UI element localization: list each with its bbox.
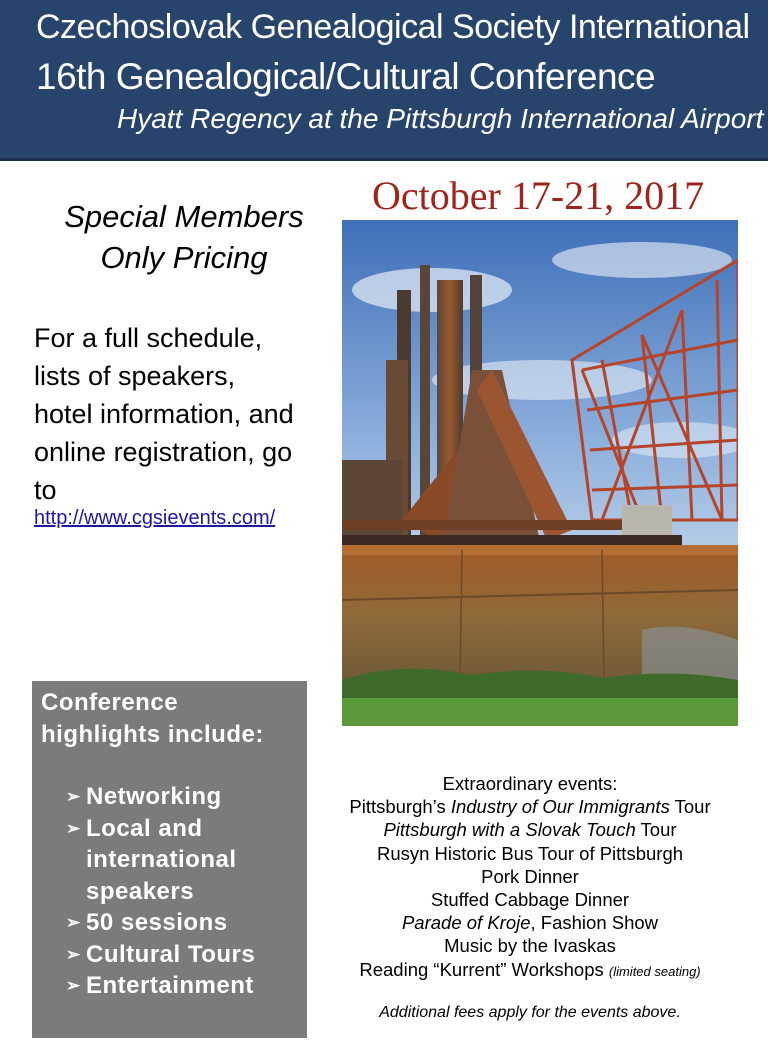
list-item-label: 50 sessions: [86, 909, 228, 936]
venue: Hyatt Regency at the Pittsburgh International Airport: [117, 103, 764, 134]
event-item: Rusyn Historic Bus Tour of Pittsburgh: [376, 842, 684, 864]
info-line: lists of speakers,: [34, 361, 236, 391]
event-text: , Fashion Show: [530, 912, 659, 934]
info-line: online registration, go: [34, 437, 293, 467]
event-text: Reading “Kurrent” Workshops: [359, 958, 609, 980]
event-title: Pittsburgh with a Slovak Touch: [383, 819, 636, 841]
list-item: [66, 970, 255, 1002]
list-item-label: Networking: [86, 783, 222, 810]
event-item: [318, 958, 742, 983]
event-item: Stuffed Cabbage Dinner: [430, 889, 630, 911]
schedule-info: [34, 319, 334, 509]
list-item-label: Local and: [86, 814, 203, 842]
list-item: [66, 939, 255, 971]
arrow-bullet-icon: ➢: [66, 913, 81, 932]
list-item-label: speakers: [86, 877, 195, 905]
arrow-bullet-icon: ➢: [66, 944, 81, 964]
event-item: [318, 818, 742, 841]
event-title: Parade of Kroje: [401, 912, 531, 934]
extraordinary-events: [318, 772, 742, 983]
event-title: Industry of Our Immigrants: [450, 796, 670, 818]
info-line: For a full schedule,: [34, 323, 263, 353]
list-item-label: Cultural Tours: [86, 940, 256, 968]
conference-dates: October 17-21, 2017: [372, 173, 705, 218]
arrow-bullet-icon: ➢: [66, 818, 81, 838]
highlights-title-line: Conference: [41, 689, 179, 716]
pricing-line: Only Pricing: [100, 240, 268, 275]
event-note: (limited seating): [608, 963, 701, 979]
event-text: Pittsburgh’s: [349, 796, 451, 818]
event-text: Tour: [635, 819, 677, 841]
event-item: [318, 911, 742, 934]
highlights-box: [32, 681, 307, 1038]
fees-note: Additional fees apply for the events above.: [379, 1004, 681, 1021]
arrow-bullet-icon: ➢: [66, 787, 81, 806]
list-item: [66, 813, 255, 908]
special-pricing: [34, 196, 334, 278]
steel-mill-photo: [342, 220, 738, 726]
info-line: to: [34, 475, 57, 505]
society-name: Czechoslovak Genealogical Society International: [36, 8, 750, 46]
list-item-label: international: [86, 846, 237, 873]
event-item: Music by the Ivaskas: [444, 935, 616, 957]
list-item-label: Entertainment: [86, 972, 254, 999]
events-website-link[interactable]: http://www.cgsievents.com/: [34, 507, 276, 529]
highlights-title: [41, 687, 264, 751]
highlights-title-line: highlights include:: [41, 721, 264, 748]
list-item: [66, 781, 255, 813]
conference-title: 16th Genealogical/Cultural Conference: [36, 56, 656, 97]
arrow-bullet-icon: ➢: [66, 976, 81, 995]
info-line: hotel information, and: [34, 399, 294, 429]
pricing-line: Special Members: [64, 199, 304, 234]
event-item: [318, 795, 742, 818]
highlights-list: [66, 781, 255, 1002]
events-heading: Extraordinary events:: [442, 773, 618, 794]
event-text: Tour: [669, 796, 711, 818]
event-item: Pork Dinner: [481, 865, 579, 887]
header-banner: [0, 0, 768, 161]
list-item: [66, 907, 255, 939]
